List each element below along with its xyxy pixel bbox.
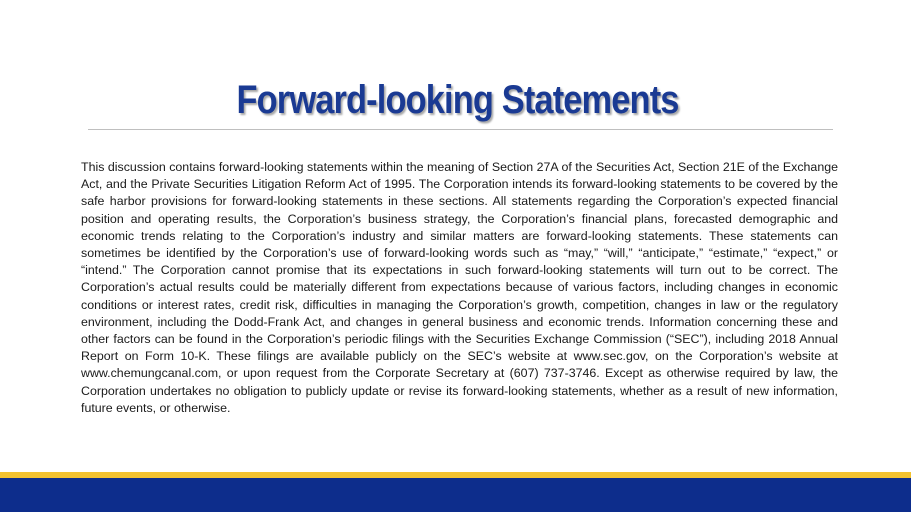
title-divider bbox=[88, 129, 833, 130]
footer-bar bbox=[0, 478, 911, 512]
disclaimer-text: This discussion contains forward-looking statements within the meaning of Section 27A of the Securities Act, Section 21E of the Exchange Act, and the Private Securities Litigation Reform Act of 1995. The Corporation intends its forward-looking statements to be covered by the safe harbor provisions for forward-looking statements in these sections. All statements regarding the Corporation’s expected financial position and operating results, the Corporation’s business strategy, the Corporation’s financial plans, forecasted demographic and economic trends relating to the Corporation’s industry and similar matters are forward-looking statements. These statements can sometimes be identified by the Corporation’s use of forward-looking words such as “may,” “will,” “anticipate,” “estimate,” “expect,” or “intend.” The Corporation cannot promise that its expectations in such forward-looking statements will turn out to be correct. The Corporation’s actual results could be materially different from expectations because of various factors, including changes in economic conditions or interest rates, credit risk, difficulties in managing the Corporation’s growth, competition, changes in law or the regulatory environment, including the Dodd-Frank Act, and changes in general business and economic trends. Information concerning these and other factors can be found in the Corporation’s periodic filings with the Securities Exchange Commission (“SEC”), including 2018 Annual Report on Form 10-K. These filings are available publicly on the SEC’s website at www.sec.gov, on the Corporation’s website at www.chemungcanal.com, or upon request from the Corporate Secretary at (607) 737-3746. Except as otherwise required by law, the Corporation undertakes no obligation to publicly update or revise its forward-looking statements, whether as a result of new information, future events, or otherwise. bbox=[81, 160, 838, 415]
slide-title: Forward-looking Statements bbox=[236, 78, 679, 122]
